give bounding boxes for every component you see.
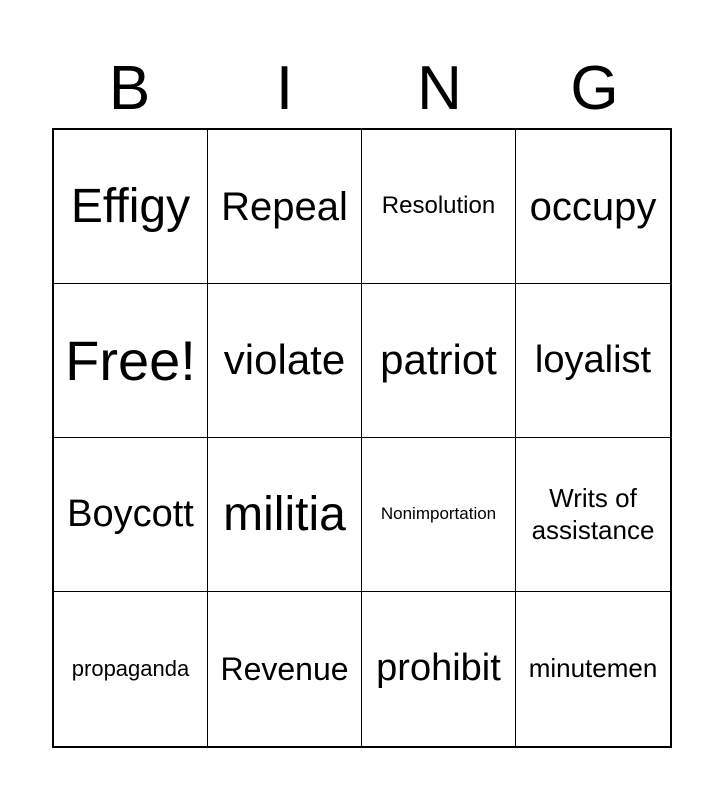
bingo-cell[interactable]: occupy xyxy=(516,130,670,284)
bingo-cell[interactable]: loyalist xyxy=(516,284,670,438)
bingo-cell[interactable]: militia xyxy=(208,438,362,592)
bingo-header xyxy=(52,52,672,126)
bingo-cell[interactable]: Resolution xyxy=(362,130,516,284)
header-letter-i: I xyxy=(275,54,294,123)
bingo-card-grid xyxy=(52,128,672,748)
header-letter-b: B xyxy=(108,54,151,123)
bingo-cell[interactable]: Repeal xyxy=(208,130,362,284)
bingo-cell[interactable]: violate xyxy=(208,284,362,438)
bingo-cell[interactable]: Writs of assistance xyxy=(516,438,670,592)
bingo-cell[interactable]: Nonimportation xyxy=(362,438,516,592)
bingo-cell[interactable]: prohibit xyxy=(362,592,516,746)
bingo-cell[interactable]: propaganda xyxy=(54,592,208,746)
bingo-free-space[interactable]: Free! xyxy=(54,284,208,438)
bingo-cell[interactable]: Revenue xyxy=(208,592,362,746)
header-letter-n: N xyxy=(417,54,462,123)
bingo-cell[interactable]: Boycott xyxy=(54,438,208,592)
bingo-cell[interactable]: patriot xyxy=(362,284,516,438)
bingo-cell[interactable]: minutemen xyxy=(528,653,658,684)
bingo-cell[interactable]: Effigy xyxy=(54,130,208,284)
header-letter-g: G xyxy=(570,54,619,123)
